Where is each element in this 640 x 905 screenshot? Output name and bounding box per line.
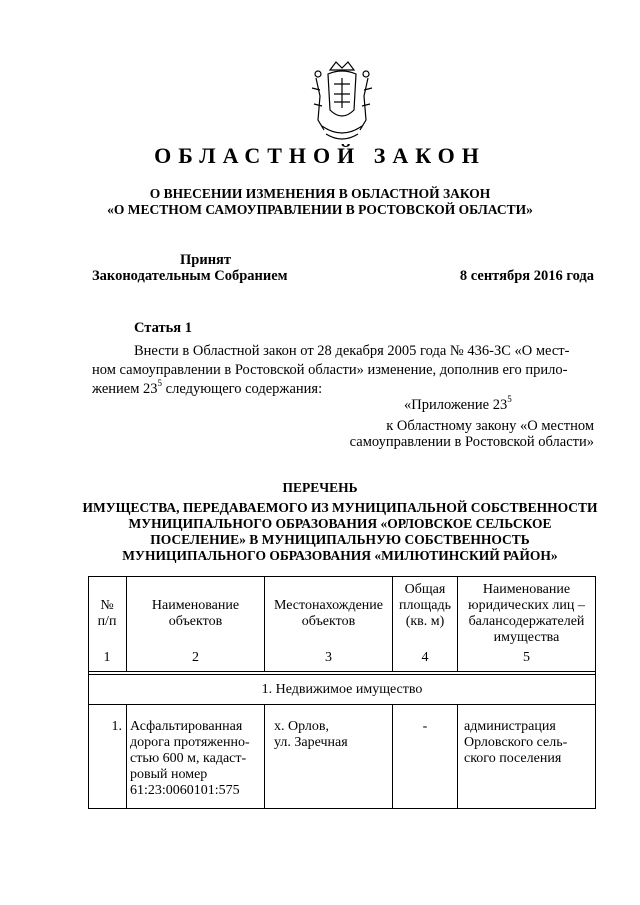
article-text-line1: Внести в Областной закон от 28 декабря 2005 года № 436-ЗС «О мест- <box>134 343 570 359</box>
row-object-name: Асфальтированная дорога протяженно- стью 600 м, кадаст- ровый номер 61:23:0060101:575 <box>130 719 250 798</box>
column-number-5: 5 <box>523 650 530 665</box>
article-text-line3: жением $23^5$ следующего содержания: <box>92 378 323 397</box>
article-text-line2: ном самоуправлении в Ростовской области» изменение, дополнив его прило- <box>92 362 568 378</box>
adoption-date: 8 сентября 2016 года <box>459 268 594 284</box>
list-heading-line4: МУНИЦИПАЛЬНОГО ОБРАЗОВАНИЯ «МИЛЮТИНСКИЙ РАЙОН» <box>122 548 558 563</box>
law-subtitle-line1: О ВНЕСЕНИИ ИЗМЕНЕНИЯ В ОБЛАСТНОЙ ЗАКОН <box>149 186 491 201</box>
appendix-reference-line1: к Областному закону «О местном <box>386 418 594 434</box>
column-header-holder: Наименование юридических лиц – балансодержателей имущества <box>468 582 585 645</box>
column-header-number: № п/п <box>97 598 117 629</box>
coat-of-arms-emblem <box>306 60 378 144</box>
list-title: ПЕРЕЧЕНЬ <box>282 480 358 495</box>
list-heading-line1: ИМУЩЕСТВА, ПЕРЕДАВАЕМОГО ИЗ МУНИЦИПАЛЬНОЙ СОБСТВЕННОСТИ <box>82 500 598 515</box>
column-number-2: 2 <box>192 650 199 665</box>
table-section-divider <box>88 704 596 705</box>
article-title: Статья 1 <box>134 320 192 336</box>
column-number-4: 4 <box>421 650 429 665</box>
col-divider-1-body <box>126 704 127 808</box>
col-divider-4-body <box>457 704 458 808</box>
legislative-assembly: Законодательным Собранием <box>92 268 288 284</box>
law-subtitle-line2: «О МЕСТНОМ САМОУПРАВЛЕНИИ В РОСТОВСКОЙ ОБЛАСТИ» <box>107 202 533 217</box>
table-header-divider-2 <box>88 674 596 675</box>
accepted-label: Принят <box>180 252 232 268</box>
appendix-reference-line2: самоуправлении в Ростовской области» <box>349 434 594 450</box>
column-header-location: Местонахождение объектов <box>273 598 383 629</box>
column-header-name: Наименование объектов <box>151 598 240 629</box>
appendix-caption: «Приложение $23^5$ <box>404 394 512 413</box>
table-border-top <box>88 576 596 577</box>
column-number-1: 1 <box>103 650 111 665</box>
list-heading-line3: ПОСЕЛЕНИЕ» В МУНИЦИПАЛЬНУЮ СОБСТВЕННОСТЬ <box>150 532 530 547</box>
row-location: х. Орлов, ул. Заречная <box>274 719 348 750</box>
law-title: ОБЛАСТНОЙ ЗАКОН <box>154 143 486 168</box>
table-section-title: 1. Недвижимое имущество <box>261 682 423 697</box>
row-area: - <box>422 719 428 734</box>
row-holder: администрация Орловского сель- ского поселения <box>464 719 568 766</box>
col-divider-2-body <box>264 704 265 808</box>
table-header-divider <box>88 671 596 672</box>
column-number-3: 3 <box>325 650 332 665</box>
table-border-bottom <box>88 808 596 809</box>
list-heading-line2: МУНИЦИПАЛЬНОГО ОБРАЗОВАНИЯ «ОРЛОВСКОЕ СЕЛЬСКОЕ <box>128 516 552 531</box>
column-header-area: Общая площадь (кв. м) <box>399 582 451 629</box>
row-number: 1. <box>111 719 122 734</box>
